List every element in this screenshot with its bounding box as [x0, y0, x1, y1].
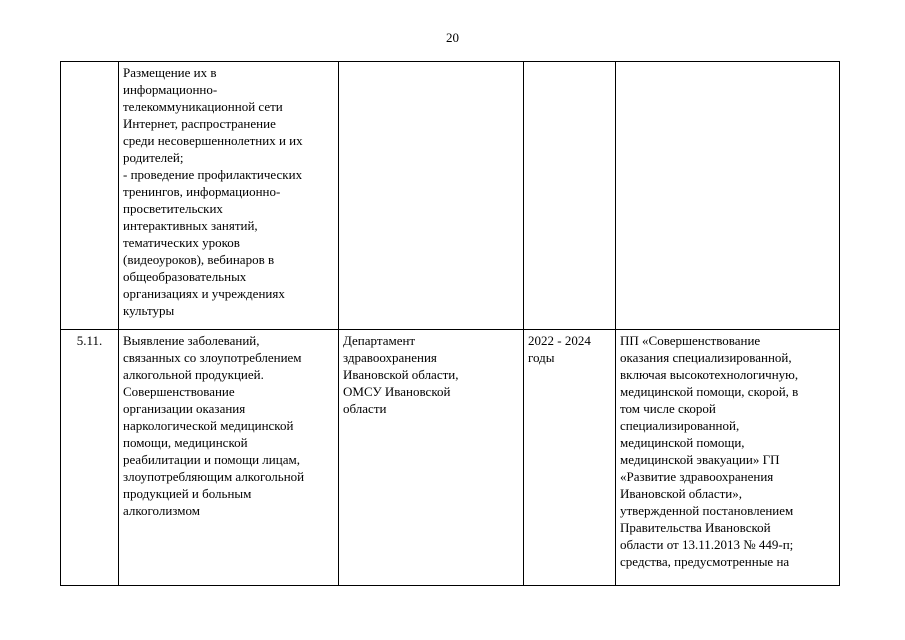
source-cell — [616, 330, 840, 586]
period-cell — [524, 62, 616, 330]
measures-table — [60, 61, 840, 586]
item-number-cell — [61, 62, 119, 330]
executor-cell — [339, 330, 524, 586]
table-row — [61, 62, 840, 330]
measure-cell — [119, 330, 339, 586]
item-number: 5.11. — [76, 333, 103, 348]
period-cell — [524, 330, 616, 586]
page-number: 20 — [446, 30, 459, 45]
executor-cell — [339, 62, 524, 330]
source-text: ПП «Совершенствование оказания специализированной, включая высокотехнологичную, медицинской помощи, скорой, в том числе скорой специализированной, медицинской помощи, медицинской эвакуации» ГП «Развитие здравоохранения Ивановской области», утвержденной постановлением Правительства Ивановской области от 13.11.2013 № 449-п; средства, предусмотренные на — [620, 333, 799, 569]
table-row — [61, 330, 840, 586]
measure-cell — [119, 62, 339, 330]
measure-text: Размещение их в информационно- телекоммуникационной сети Интернет, распространение среди несовершеннолетних и их родителей; - проведение профилактических тренингов, информационно- просветительских интерактивных занятий, тематических уроков (видеоуроков), вебинаров в общеобразовательных организациях и учреждениях культуры — [123, 65, 303, 318]
item-number-cell — [61, 330, 119, 586]
period-text: 2022 - 2024 годы — [528, 333, 591, 365]
executor-text: Департамент здравоохранения Ивановской области, ОМСУ Ивановской области — [343, 333, 459, 416]
source-cell — [616, 62, 840, 330]
measure-text: Выявление заболеваний, связанных со злоупотреблением алкогольной продукцией. Совершенствование организации оказания наркологической медицинской помощи, медицинской реабилитации и помощи лицам, злоупотребляющим алкогольной продукцией и больным алкоголизмом — [123, 333, 305, 518]
